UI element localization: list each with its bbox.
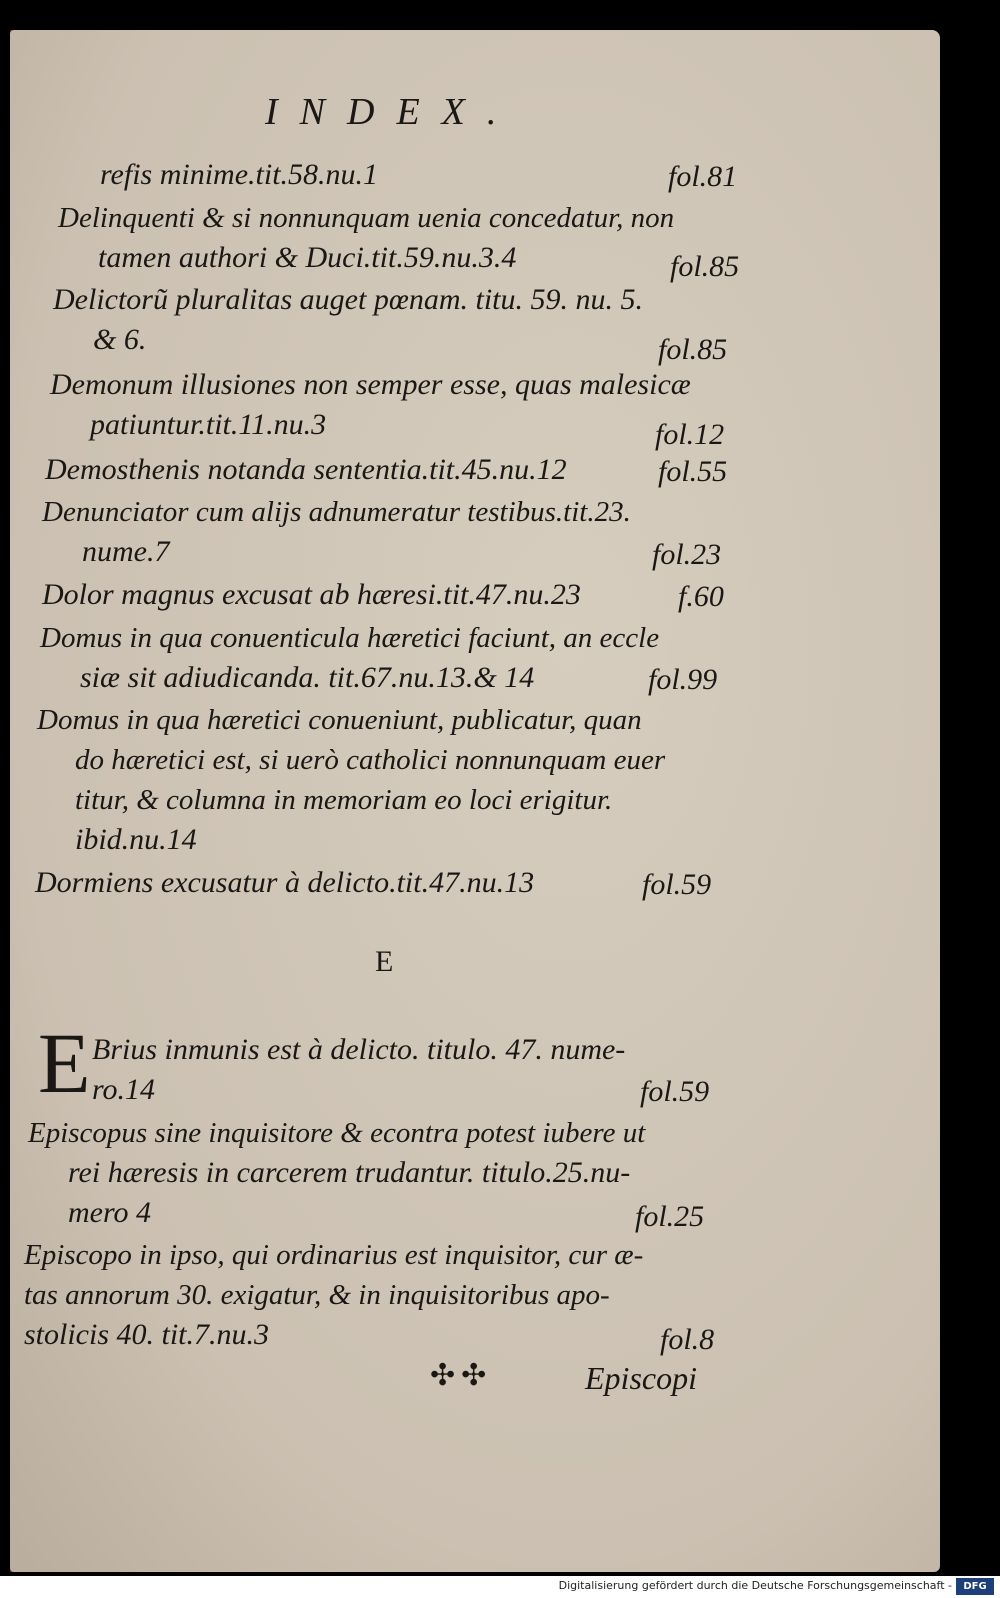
- folio-ref: fol.59: [642, 868, 712, 901]
- entry-line: siæ sit adiudicanda. tit.67.nu.13.& 14: [80, 661, 535, 694]
- decorated-initial: E: [38, 1015, 91, 1111]
- entry-line: ibid.nu.14: [75, 823, 197, 856]
- entry-line: do hæretici est, si uerò catholici nonnunquam euer: [75, 744, 666, 776]
- entry-line: Dormiens excusatur à delicto.tit.47.nu.13: [35, 866, 535, 899]
- entry-line: Denunciator cum alijs adnumeratur testibus.tit.23.: [42, 496, 631, 528]
- index-entry: [28, 1113, 645, 1233]
- index-entry: [100, 155, 378, 195]
- catchword: Episcopi: [585, 1360, 697, 1396]
- entry-line: Episcopo in ipso, qui ordinarius est inquisitor, cur æ-: [24, 1239, 644, 1271]
- entry-line: Demonum illusiones non semper esse, quas malesicæ: [50, 368, 691, 401]
- book-page: [10, 30, 940, 1572]
- entry-line: ro.14: [92, 1073, 156, 1106]
- folio-ref: fol.23: [652, 538, 722, 571]
- index-entry: [37, 700, 665, 860]
- entry-line: mero 4: [68, 1196, 152, 1229]
- entry-line: Domus in qua conuenticula hæretici faciunt, an eccle: [40, 622, 660, 654]
- index-entry: [58, 198, 674, 278]
- folio-ref: fol.12: [655, 418, 725, 451]
- folio-ref: fol.85: [670, 250, 740, 283]
- folio-ref: fol.8: [660, 1323, 715, 1356]
- entry-line: Dolor magnus excusat ab hæresi.tit.47.nu.23: [42, 578, 581, 611]
- index-entry: [24, 1235, 643, 1355]
- entry-line: Episcopus sine inquisitore & econtra potest iubere ut: [28, 1117, 646, 1149]
- entry-line: Demosthenis notanda sententia.tit.45.nu.12: [45, 453, 567, 486]
- index-entry: [50, 365, 691, 445]
- folio-ref: fol.25: [635, 1200, 705, 1233]
- folio-ref: fol.55: [658, 455, 728, 488]
- index-entry: [92, 1030, 625, 1110]
- entry-line: rei hæresis in carcerem trudantur. titulo.25.nu-: [68, 1156, 631, 1189]
- entry-line: Delinquenti & si nonnunquam uenia concedatur, non: [58, 202, 675, 234]
- folio-ref: fol.81: [668, 160, 738, 193]
- digitization-footer: [0, 1576, 1000, 1598]
- dfg-logo: DFG: [956, 1578, 994, 1595]
- index-entry: [42, 492, 631, 572]
- index-entry: [40, 618, 659, 698]
- entry-line: tas annorum 30. exigatur, & in inquisitoribus apo-: [24, 1279, 610, 1311]
- entry-line: nume.7: [82, 535, 170, 568]
- index-entry: [53, 280, 643, 360]
- entry-line: Delictorũ pluralitas auget pœnam. titu. 59. nu. 5.: [53, 283, 643, 316]
- entry-line: refis minime.tit.58.nu.1: [100, 158, 379, 191]
- section-letter: E: [375, 945, 394, 978]
- entry-line: titur, & columna in memoriam eo loci erigitur.: [75, 784, 613, 816]
- index-entry: [42, 575, 581, 615]
- index-entry: [45, 450, 567, 490]
- index-entry: [35, 863, 534, 903]
- running-head: INDEX.: [265, 91, 519, 133]
- folio-ref: f.60: [678, 580, 724, 613]
- entry-line: stolicis 40. tit.7.nu.3: [24, 1318, 270, 1351]
- ornament-glyph: ✣✣: [430, 1358, 493, 1393]
- entry-line: tamen authori & Duci.tit.59.nu.3.4: [98, 241, 517, 274]
- folio-ref: fol.85: [658, 333, 728, 366]
- entry-line: Brius inmunis est à delicto. titulo. 47. nume-: [92, 1033, 626, 1066]
- footer-credit: Digitalisierung gefördert durch die Deutsche Forschungsgemeinschaft -: [558, 1579, 952, 1592]
- folio-ref: fol.99: [648, 663, 718, 696]
- entry-line: patiuntur.tit.11.nu.3: [90, 408, 327, 441]
- entry-line: Domus in qua hæretici conueniunt, publicatur, quan: [37, 704, 642, 736]
- entry-line: & 6.: [93, 323, 147, 356]
- folio-ref: fol.59: [640, 1075, 710, 1108]
